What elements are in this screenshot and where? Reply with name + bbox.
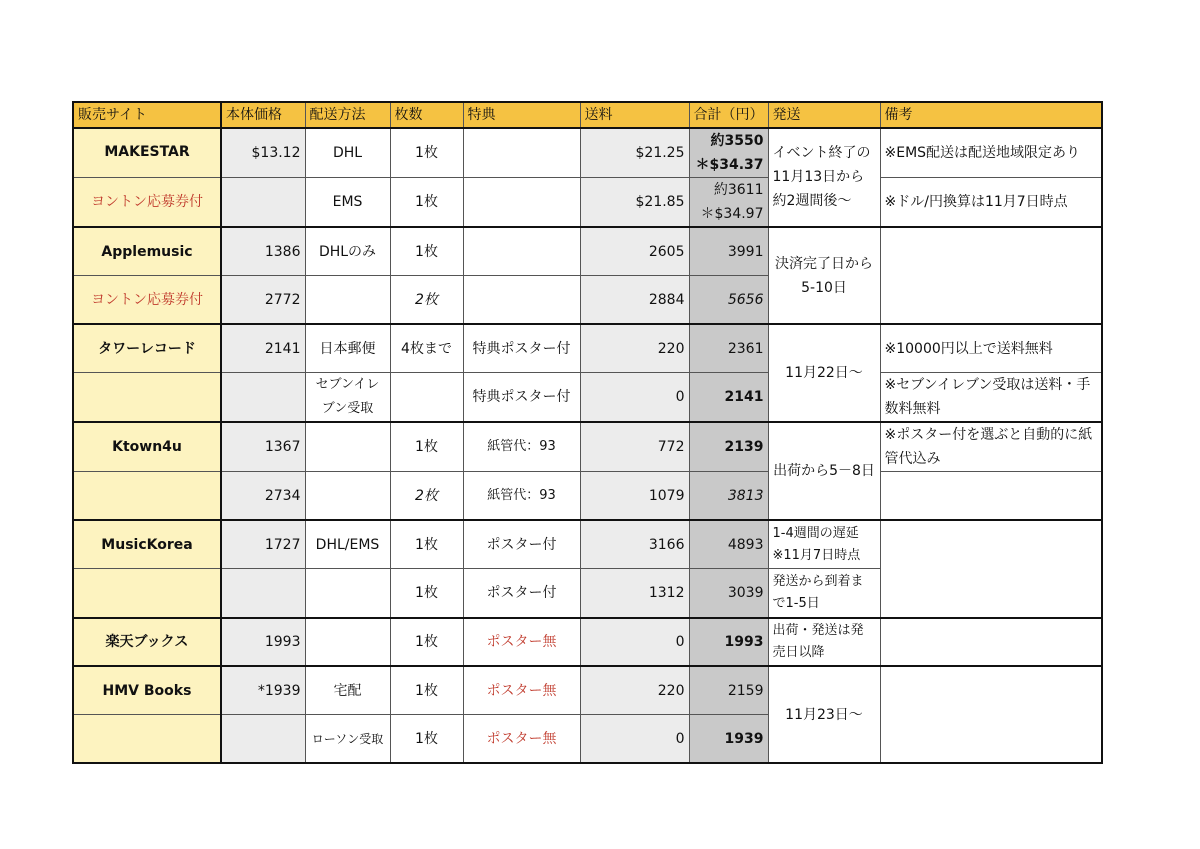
total-cell bbox=[689, 128, 768, 178]
note-cell bbox=[880, 227, 1102, 324]
qty-cell: 2枚 bbox=[390, 472, 463, 521]
shipping-cell: 0 bbox=[580, 373, 689, 423]
dispatch-cell: 発送から到着まで1-5日 bbox=[768, 569, 880, 618]
site-cell bbox=[73, 472, 221, 521]
bonus-cell: ポスター付 bbox=[463, 520, 580, 569]
bonus-cell: 特典ポスター付 bbox=[463, 373, 580, 423]
note-cell bbox=[880, 618, 1102, 667]
table-row bbox=[73, 422, 1102, 472]
shipping-cell: $21.85 bbox=[580, 178, 689, 228]
table-row bbox=[73, 373, 1102, 423]
method-cell bbox=[305, 276, 390, 325]
shipping-cell: 2884 bbox=[580, 276, 689, 325]
shipping-cell: 220 bbox=[580, 324, 689, 373]
header-price: 本体価格 bbox=[221, 102, 305, 128]
qty-cell: 1枚 bbox=[390, 227, 463, 276]
header-bonus: 特典 bbox=[463, 102, 580, 128]
header-total: 合計（円） bbox=[689, 102, 768, 128]
qty-cell: 1枚 bbox=[390, 666, 463, 715]
table-row bbox=[73, 227, 1102, 276]
table-row bbox=[73, 472, 1102, 521]
shipping-cell: 772 bbox=[580, 422, 689, 472]
total-cell: 5656 bbox=[689, 276, 768, 325]
shipping-cell: 1312 bbox=[580, 569, 689, 618]
total-usd: ＊$34.97 bbox=[700, 206, 764, 222]
header-site: 販売サイト bbox=[73, 102, 221, 128]
price-cell bbox=[221, 715, 305, 764]
price-cell: 2141 bbox=[221, 324, 305, 373]
dispatch-cell: 1-4週間の遅延※11月7日時点 bbox=[768, 520, 880, 569]
note-cell bbox=[880, 472, 1102, 521]
price-cell: 1367 bbox=[221, 422, 305, 472]
shipping-cell: 0 bbox=[580, 618, 689, 667]
site-cell: 楽天ブックス bbox=[73, 618, 221, 667]
total-cell: 2159 bbox=[689, 666, 768, 715]
price-cell: 1993 bbox=[221, 618, 305, 667]
qty-cell bbox=[390, 373, 463, 423]
bonus-cell: ポスター付 bbox=[463, 569, 580, 618]
table-row bbox=[73, 520, 1102, 569]
method-cell: DHLのみ bbox=[305, 227, 390, 276]
price-cell bbox=[221, 569, 305, 618]
dispatch-cell: 11月22日〜 bbox=[768, 324, 880, 422]
dispatch-cell: 出荷から5－8日 bbox=[768, 422, 880, 520]
total-cell: 4893 bbox=[689, 520, 768, 569]
note-cell: ※10000円以上で送料無料 bbox=[880, 324, 1102, 373]
note-cell: ※ポスター付を選ぶと自動的に紙管代込み bbox=[880, 422, 1102, 472]
site-cell: ヨントン応募券付 bbox=[73, 178, 221, 228]
bonus-cell bbox=[463, 128, 580, 178]
bonus-cell bbox=[463, 178, 580, 228]
note-cell: ※ドル/円換算は11月7日時点 bbox=[880, 178, 1102, 228]
total-cell: 1939 bbox=[689, 715, 768, 764]
table-row bbox=[73, 178, 1102, 228]
site-cell bbox=[73, 569, 221, 618]
shipping-cell: 0 bbox=[580, 715, 689, 764]
qty-cell: 4枚まで bbox=[390, 324, 463, 373]
bonus-cell: ポスター無 bbox=[463, 666, 580, 715]
site-cell: ヨントン応募券付 bbox=[73, 276, 221, 325]
site-cell: Ktown4u bbox=[73, 422, 221, 472]
total-cell: 3991 bbox=[689, 227, 768, 276]
bonus-cell: 紙管代：93 bbox=[463, 422, 580, 472]
method-cell: セブンイレブン受取 bbox=[305, 373, 390, 423]
dispatch-cell: 出荷・発送は発売日以降 bbox=[768, 618, 880, 667]
bonus-cell bbox=[463, 276, 580, 325]
bonus-cell: ポスター無 bbox=[463, 618, 580, 667]
total-cell: 3039 bbox=[689, 569, 768, 618]
site-cell: タワーレコード bbox=[73, 324, 221, 373]
shipping-cell: 3166 bbox=[580, 520, 689, 569]
table-row bbox=[73, 324, 1102, 373]
qty-cell: 1枚 bbox=[390, 569, 463, 618]
price-cell: 1727 bbox=[221, 520, 305, 569]
price-cell: 1386 bbox=[221, 227, 305, 276]
qty-cell: 1枚 bbox=[390, 422, 463, 472]
method-cell: ローソン受取 bbox=[305, 715, 390, 764]
total-cell: 2139 bbox=[689, 422, 768, 472]
site-cell: MAKESTAR bbox=[73, 128, 221, 178]
dispatch-cell: 11月23日〜 bbox=[768, 666, 880, 763]
qty-cell: 1枚 bbox=[390, 520, 463, 569]
shipping-cell: 2605 bbox=[580, 227, 689, 276]
site-cell bbox=[73, 715, 221, 764]
qty-cell: 2枚 bbox=[390, 276, 463, 325]
price-cell: 2772 bbox=[221, 276, 305, 325]
header-method: 配送方法 bbox=[305, 102, 390, 128]
note-cell bbox=[880, 520, 1102, 617]
header-dispatch: 発送 bbox=[768, 102, 880, 128]
header-notes: 備考 bbox=[880, 102, 1102, 128]
bonus-cell bbox=[463, 227, 580, 276]
qty-cell: 1枚 bbox=[390, 715, 463, 764]
dispatch-cell: 決済完了日から5-10日 bbox=[768, 227, 880, 324]
site-cell: HMV Books bbox=[73, 666, 221, 715]
price-cell: *1939 bbox=[221, 666, 305, 715]
total-cell: 2141 bbox=[689, 373, 768, 423]
qty-cell: 1枚 bbox=[390, 178, 463, 228]
method-cell: 宅配 bbox=[305, 666, 390, 715]
price-cell bbox=[221, 373, 305, 423]
price-comparison-table bbox=[72, 101, 1103, 764]
header-row bbox=[73, 102, 1102, 128]
bonus-cell: 紙管代：93 bbox=[463, 472, 580, 521]
total-value: 約3550 bbox=[710, 133, 764, 149]
method-cell bbox=[305, 472, 390, 521]
method-cell bbox=[305, 618, 390, 667]
site-cell: MusicKorea bbox=[73, 520, 221, 569]
dispatch-cell: イベント終了の11月13日から約2週間後〜 bbox=[768, 128, 880, 227]
bonus-cell: ポスター無 bbox=[463, 715, 580, 764]
table-row bbox=[73, 618, 1102, 667]
total-cell: 2361 bbox=[689, 324, 768, 373]
note-cell bbox=[880, 666, 1102, 763]
shipping-cell: 1079 bbox=[580, 472, 689, 521]
shipping-cell: 220 bbox=[580, 666, 689, 715]
note-cell: ※EMS配送は配送地域限定あり bbox=[880, 128, 1102, 178]
header-shipping: 送料 bbox=[580, 102, 689, 128]
site-cell: Applemusic bbox=[73, 227, 221, 276]
method-cell bbox=[305, 422, 390, 472]
qty-cell: 1枚 bbox=[390, 618, 463, 667]
site-cell bbox=[73, 373, 221, 423]
price-cell: $13.12 bbox=[221, 128, 305, 178]
note-cell: ※セブンイレブン受取は送料・手数料無料 bbox=[880, 373, 1102, 423]
total-cell: 1993 bbox=[689, 618, 768, 667]
table-row bbox=[73, 128, 1102, 178]
total-usd: ＊$34.37 bbox=[695, 157, 764, 173]
total-value: 約3611 bbox=[713, 182, 764, 198]
shipping-cell: $21.25 bbox=[580, 128, 689, 178]
qty-cell: 1枚 bbox=[390, 128, 463, 178]
price-cell bbox=[221, 178, 305, 228]
method-cell: EMS bbox=[305, 178, 390, 228]
method-cell: DHL/EMS bbox=[305, 520, 390, 569]
header-qty: 枚数 bbox=[390, 102, 463, 128]
table-row bbox=[73, 666, 1102, 715]
method-cell bbox=[305, 569, 390, 618]
total-cell: 3813 bbox=[689, 472, 768, 521]
method-cell: 日本郵便 bbox=[305, 324, 390, 373]
price-cell: 2734 bbox=[221, 472, 305, 521]
bonus-cell: 特典ポスター付 bbox=[463, 324, 580, 373]
method-cell: DHL bbox=[305, 128, 390, 178]
total-cell bbox=[689, 178, 768, 228]
